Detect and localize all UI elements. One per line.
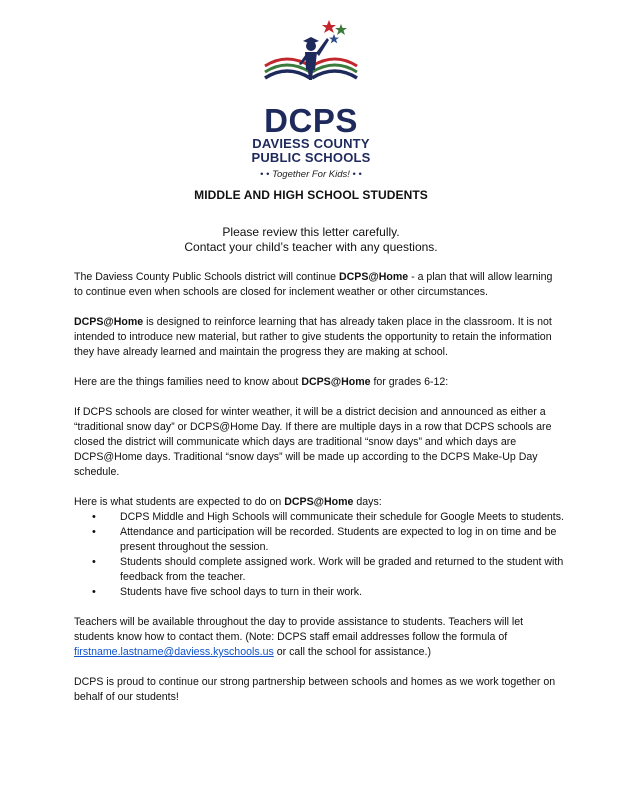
list-item: • DCPS Middle and High Schools will communicate their schedule for Google Meets to students. [109,510,564,525]
tagline-dots-right: • • [352,169,362,180]
staff-email-link[interactable]: firstname.lastname@daviess.kyschools.us [74,646,274,658]
p6-text-b: or call the school for assistance.) [273,646,431,658]
paragraph-winter-weather: If DCPS schools are closed for winter weather, it will be a district decision and announced as either a “traditional snow day” or DCPS@Home Day. If there are multiple days in a row that DCPS schools are closed the district will communicate which days are traditional “snow days” and which days are DCPS@Home days. Traditional “snow days” will be made up according to the DCPS Make-Up Day schedule. [74,406,552,478]
p1-text-a: The Daviess County Public Schools district will continue [74,271,339,283]
list-item: • Students should complete assigned work. Work will be graded and returned to the student with feedback from the teacher. [109,555,564,585]
p5-text-a: Here is what students are expected to do on [74,496,285,508]
logo-name-line2: PUBLIC SCHOOLS [251,150,371,165]
expectations-list [74,510,564,600]
p2-bold: DCPS@Home [74,316,144,328]
tagline-dots-left: • • [260,169,270,180]
paragraph-teachers [74,615,564,660]
logo-tagline [0,169,622,180]
logo-name-line1: DAVIESS COUNTY [252,136,370,151]
p3-bold: DCPS@Home [301,376,371,388]
paragraph-expectations [74,495,564,510]
letter-body [74,270,564,720]
district-logo [0,14,622,180]
intro-block [0,225,622,255]
p2-text: is designed to reinforce learning that has already taken place in the classroom. It is not intended to introduce new material, but rather to give students the opportunity to retain the information they have already learned and maintain the progress they are making at school. [74,316,552,358]
p5-text-c: days: [353,496,382,508]
p5-bold: DCPS@Home [284,496,354,508]
paragraph-closing: DCPS is proud to continue our strong partnership between schools and homes as we work together on behalf of our students! [74,676,556,703]
red-star-icon [322,20,336,33]
logo-emblem-icon [257,14,365,94]
paragraph-intro [74,270,564,300]
intro-line-1: Please review this letter carefully. [222,225,400,239]
letter-title: MIDDLE AND HIGH SCHOOL STUDENTS [194,188,428,202]
paragraph-purpose [74,315,564,360]
list-item: • Attendance and participation will be recorded. Students are expected to log in on time and be present throughout the session. [109,525,564,555]
paragraph-need-to-know [74,375,564,390]
tagline-text: Together For Kids! [272,169,350,180]
p3-text-a: Here are the things families need to know about [74,376,302,388]
intro-line-2: Contact your child’s teacher with any questions. [184,240,438,254]
p6-text-a: Teachers will be available throughout the day to provide assistance to students. Teachers will let students know how to contact them. (Note: DCPS staff email addresses follow the formula of [74,616,524,643]
list-item: • Students have five school days to turn in their work. [109,585,564,600]
green-star-icon [335,24,347,35]
p1-text-c: - a plan that will allow learning to continue even when schools are closed for inclement weather or other circumstances. [74,271,553,298]
blue-star-icon [329,34,339,43]
p3-text-c: for grades 6-12: [370,376,449,388]
p1-bold: DCPS@Home [338,271,409,283]
logo-abbreviation: DCPS [264,102,358,139]
